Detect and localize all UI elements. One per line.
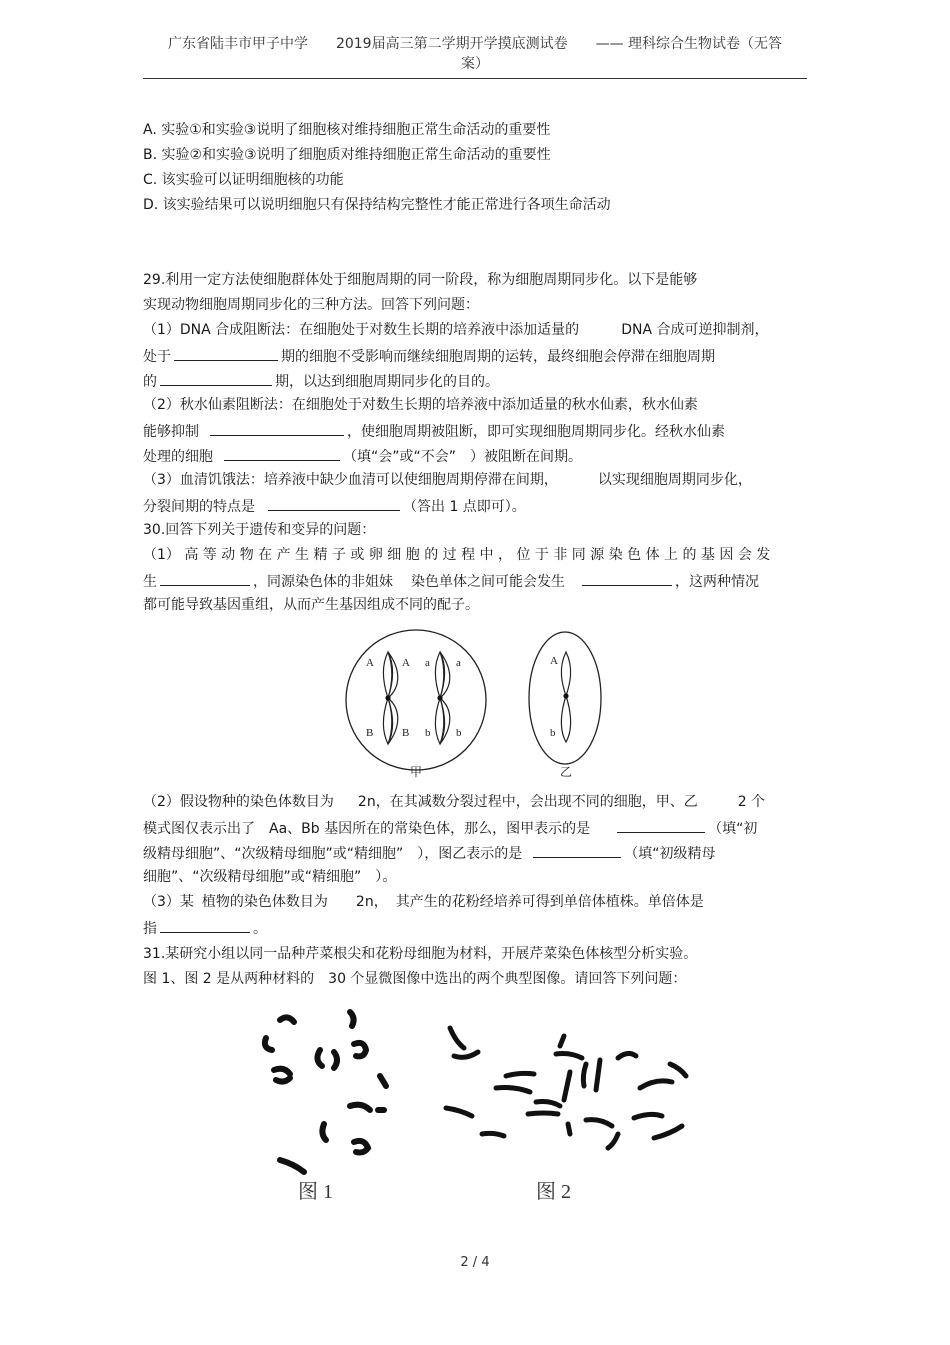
q30-intro: 30.回答下列关于遗传和变异的问题： <box>143 522 376 538</box>
answer-blank[interactable] <box>174 343 278 361</box>
q30-part1-line2: 生 ，同源染色体的非姐妹 染色单体之间可能会发生 ，这两种情况 <box>143 568 807 593</box>
cell-jia-outline <box>346 630 486 770</box>
micrograph-1 <box>265 1012 386 1172</box>
answer-blank[interactable] <box>160 568 250 586</box>
answer-blank[interactable] <box>533 840 621 858</box>
figure-micrographs <box>250 1000 710 1210</box>
q29-part3-line2: 分裂间期的特点是 （答出 1 点即可）。 <box>143 493 807 518</box>
gene-label: B <box>366 727 374 739</box>
q29-part2-line1: （2）秋水仙素阻断法：在细胞处于对数生长期的培养液中添加适量的秋水仙素，秋水仙素 <box>143 397 698 413</box>
question-30 <box>143 518 807 618</box>
answer-blank[interactable] <box>160 368 272 386</box>
q29-part3-line1: （3）血清饥饿法：培养液中缺少血清可以使细胞周期停滞在间期， 以实现细胞周期同步化， <box>143 472 752 488</box>
gene-label: A <box>550 655 558 667</box>
answer-blank[interactable] <box>210 418 344 436</box>
answer-blank[interactable] <box>268 493 400 511</box>
q31-intro-2: 图 1、图 2 是从两种材料的 30 个显微图像中选出的两个典型图像。请回答下列问题： <box>143 971 687 987</box>
option-a: A. 实验①和实验③说明了细胞核对维持细胞正常生命活动的重要性 <box>143 122 551 138</box>
question-30-continued <box>143 790 807 940</box>
q29-intro-1: 29.利用一定方法使细胞群体处于细胞周期的同一阶段，称为细胞周期同步化。以下是能够 <box>143 272 698 288</box>
figure-label-jia: 甲 <box>410 765 423 779</box>
header-line-2: 案） <box>461 56 489 72</box>
q29-part1-line3: 的 期，以达到细胞周期同步化的目的。 <box>143 368 807 393</box>
question-29 <box>143 268 807 518</box>
answer-blank[interactable] <box>617 815 705 833</box>
gene-label: B <box>402 727 410 739</box>
q30-part2-line3: 级精母细胞”、“次级精母细胞”或“精细胞” ），图乙表示的是 （填“初级精母 <box>143 840 807 865</box>
header-line-1: 广东省陆丰市甲子中学 2019届高三第二学期开学摸底测试卷 —— 理科综合生物试卷（无答 <box>167 36 783 52</box>
option-c: C. 该实验可以证明细胞核的功能 <box>143 172 344 188</box>
gene-label: b <box>550 727 556 739</box>
figure-label-1: 图 1 <box>298 1181 333 1203</box>
q29-intro-2: 实现动物细胞周期同步化的三种方法。回答下列问题： <box>143 297 479 313</box>
gene-label: A <box>402 657 410 669</box>
centromere-1 <box>385 695 390 700</box>
q30-part2-line4: 细胞”、“次级精母细胞”或“精细胞” ）。 <box>143 869 397 885</box>
answer-blank[interactable] <box>160 915 250 933</box>
q29-part1-line2: 处于 期的细胞不受影响而继续细胞周期的运转，最终细胞会停滞在细胞周期 <box>143 343 807 368</box>
q29-part1-line1: （1）DNA 合成阻断法：在细胞处于对数生长期的培养液中添加适量的 DNA 合成可逆抑制剂， <box>143 322 769 338</box>
centromere-3 <box>563 693 568 698</box>
page-header <box>143 34 807 74</box>
q29-part2-line3: 处理的细胞 （填“会”或“不会” ）被阻断在间期。 <box>143 443 807 468</box>
header-rule <box>143 78 807 79</box>
answer-blank[interactable] <box>582 568 672 586</box>
gene-label: b <box>456 727 462 739</box>
gene-label: b <box>425 727 431 739</box>
q31-intro-1: 31.某研究小组以同一品种芹菜根尖和花粉母细胞为材料，开展芹菜染色体核型分析实验。 <box>143 946 698 962</box>
q30-part3-line1: （3）某 植物的染色体数目为 2n， 其产生的花粉经培养可得到单倍体植株。单倍体是 <box>143 894 704 910</box>
q30-part2-line2: 模式图仅表示出了 Aa、Bb 基因所在的常染色体，那么，图甲表示的是 （填“初 <box>143 815 807 840</box>
centromere-2 <box>437 695 442 700</box>
option-d: D. 该实验结果可以说明细胞只有保持结构完整性才能正常进行各项生命活动 <box>143 197 611 213</box>
q30-part2-line1: （2）假设物种的染色体数目为 2n，在其减数分裂过程中，会出现不同的细胞，甲、乙 2 个 <box>143 794 766 810</box>
gene-label: A <box>366 657 374 669</box>
gene-label: a <box>425 657 430 669</box>
gene-label: a <box>456 657 461 669</box>
figure-jia-yi <box>340 628 620 780</box>
q30-part1-line1: （1） 高 等 动 物 在 产 生 精 子 或 卵 细 胞 的 过 程 中 ， 位 于 非 同 源 染 色 体 上 的 基 因 会 发 <box>143 547 771 563</box>
page-number: 2 / 4 <box>460 1255 490 1270</box>
q30-part3-line2: 指 。 <box>143 915 807 940</box>
answer-blank[interactable] <box>224 443 340 461</box>
figure-label-2: 图 2 <box>536 1181 571 1203</box>
figure-label-yi: 乙 <box>560 765 573 779</box>
micrograph-2 <box>446 1028 686 1148</box>
q30-part1-line3: 都可能导致基因重组，从而产生基因组成不同的配子。 <box>143 597 479 613</box>
answer-options <box>143 118 807 218</box>
option-b: B. 实验②和实验③说明了细胞质对维持细胞正常生命活动的重要性 <box>143 147 551 163</box>
question-31 <box>143 942 807 992</box>
q29-part2-line2: 能够抑制 ，使细胞周期被阻断，即可实现细胞周期同步化。经秋水仙素 <box>143 418 807 443</box>
